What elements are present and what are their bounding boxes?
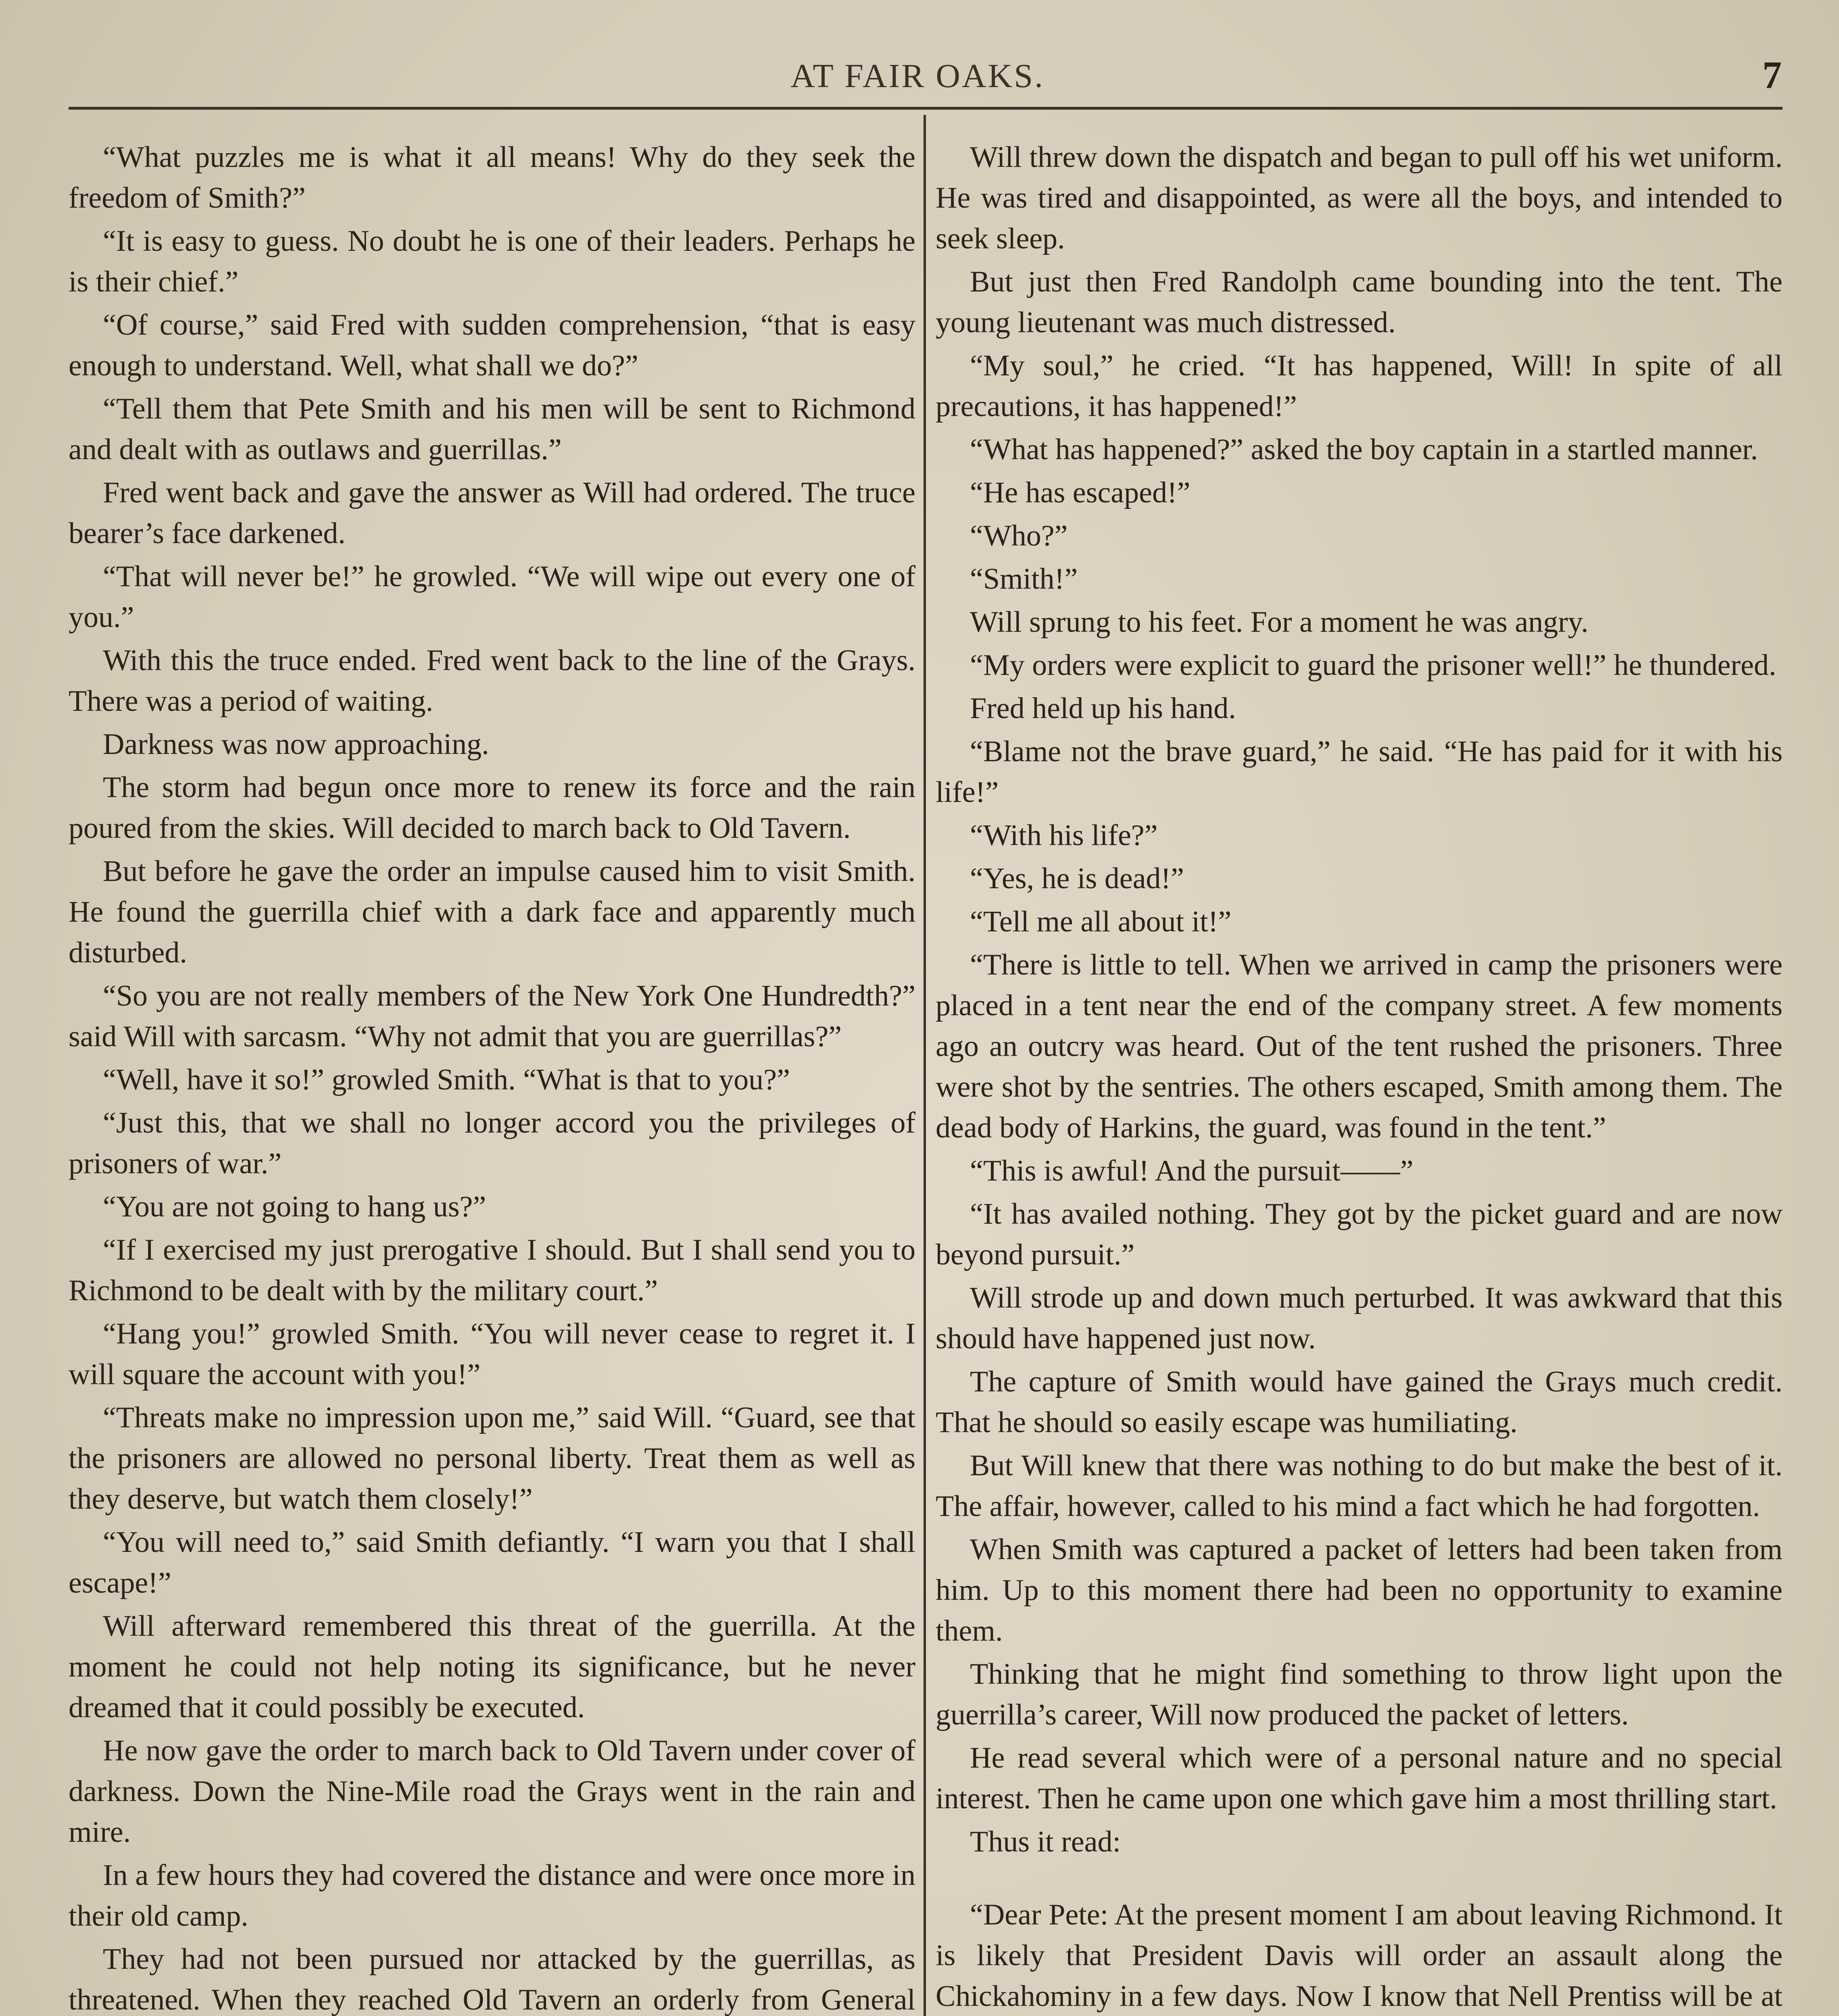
paragraph: Fred went back and gave the answer as Will had ordered. The truce bearer’s face darkened. <box>69 476 915 550</box>
paragraph: But Will knew that there was nothing to do but make the best of it. The affair, however, called to his mind a fact which he had forgotten. <box>936 1449 1783 1523</box>
paragraph: Will threw down the dispatch and began to pull off his wet uniform. He was tired and disappointed, as were all the boys, and intended to seek sleep. <box>936 141 1783 255</box>
paragraph: Thinking that he might find something to throw light upon the guerrilla’s career, Will now produced the packet of letters. <box>936 1658 1783 1731</box>
paragraph: Will strode up and down much perturbed. It was awkward that this should have happened just now. <box>936 1281 1783 1355</box>
right-column <box>936 137 1783 2016</box>
paragraph: “There is little to tell. When we arrived in camp the prisoners were placed in a tent near the end of the company street. A few moments ago an outcry was heard. Out of the tent rushed the prisoners. Three were shot by the sentries. The others escaped, Smith among them. The dead body of Harkins, the guard, was found in the tent.” <box>936 948 1783 1144</box>
paragraph: “My soul,” he cried. “It has happened, Will! In spite of all precautions, it has happened!” <box>936 349 1783 423</box>
paragraph: In a few hours they had covered the distance and were once more in their old camp. <box>69 1859 915 1933</box>
paragraph: “This is awful! And the pursuit——” <box>970 1154 1414 1187</box>
paragraph: “Tell them that Pete Smith and his men will be sent to Richmond and dealt with as outlaws and guerrillas.” <box>69 392 915 466</box>
paragraph: With this the truce ended. Fred went back to the line of the Grays. There was a period of waiting. <box>69 644 915 718</box>
paragraph: Darkness was now approaching. <box>103 728 489 761</box>
paragraph: “It is easy to guess. No doubt he is one of their leaders. Perhaps he is their chief.” <box>69 225 915 298</box>
paragraph: “Blame not the brave guard,” he said. “He has paid for it with his life!” <box>936 735 1783 809</box>
paragraph: “It has availed nothing. They got by the picket guard and are now beyond pursuit.” <box>936 1198 1783 1271</box>
paragraph: “Well, have it so!” growled Smith. “What is that to you?” <box>103 1063 790 1096</box>
page-header <box>0 48 1839 101</box>
paragraph: Thus it read: <box>970 1825 1121 1858</box>
paragraph: “My orders were explicit to guard the prisoner well!” he thundered. <box>970 649 1776 682</box>
paragraph: Will sprung to his feet. For a moment he was angry. <box>970 606 1589 639</box>
page-number: 7 <box>1762 53 1782 96</box>
header-rule <box>69 107 1783 110</box>
paragraph: “With his life?” <box>970 819 1158 852</box>
paragraph: The capture of Smith would have gained the Grays much credit. That he should so easily escape was humiliating. <box>936 1365 1783 1439</box>
paragraph: “If I exercised my just prerogative I should. But I shall send you to Richmond to be dealt with by the military court.” <box>69 1233 915 1307</box>
paragraph: He read several which were of a personal nature and no special interest. Then he came upon one which gave him a most thrilling start. <box>936 1741 1783 1815</box>
paragraph: “Yes, he is dead!” <box>970 862 1184 895</box>
paragraph: “What has happened?” asked the boy captain in a startled manner. <box>970 433 1758 466</box>
paragraph: The storm had begun once more to renew its force and the rain poured from the skies. Will decided to march back to Old Tavern. <box>69 771 915 845</box>
paragraph: Fred held up his hand. <box>970 692 1236 725</box>
paragraph: “What puzzles me is what it all means! Why do they seek the freedom of Smith?” <box>69 141 915 215</box>
paragraph: “He has escaped!” <box>970 476 1191 509</box>
left-column <box>69 137 915 2016</box>
paragraph: But just then Fred Randolph came bounding into the tent. The young lieutenant was much distressed. <box>936 265 1783 339</box>
paragraph: “You will need to,” said Smith defiantly. “I warn you that I shall escape!” <box>69 1526 915 1599</box>
paragraph: “Of course,” said Fred with sudden comprehension, “that is easy enough to understand. Well, what shall we do?” <box>69 308 915 382</box>
paragraph: “Threats make no impression upon me,” said Will. “Guard, see that the prisoners are allowed no personal liberty. Treat them as well as they deserve, but watch them closely!” <box>69 1401 915 1516</box>
paragraph: He now gave the order to march back to Old Tavern under cover of darkness. Down the Nine-Mile road the Grays went in the rain and mire. <box>69 1734 915 1849</box>
column-divider <box>924 115 926 2016</box>
paragraph: “You are not going to hang us?” <box>103 1190 486 1223</box>
paragraph: “Who?” <box>970 519 1068 552</box>
running-title: AT FAIR OAKS. <box>790 57 1045 95</box>
paragraph: They had not been pursued nor attacked by the guerrillas, as threatened. When they reached Old Tavern an orderly from General <box>69 1943 915 2016</box>
paragraph: “That will never be!” he growled. “We will wipe out every one of you.” <box>69 560 915 634</box>
paragraph: Will afterward remembered this threat of the guerrilla. At the moment he could not help noting its significance, but he never dreamed that it could possibly be executed. <box>69 1610 915 1724</box>
paragraph: But before he gave the order an impulse caused him to visit Smith. He found the guerrilla chief with a dark face and apparently much disturbed. <box>69 855 915 969</box>
paragraph: “Smith!” <box>970 562 1078 596</box>
paragraph: “So you are not really members of the New York One Hundredth?” said Will with sarcasm. “Why not admit that you are guerrillas?” <box>69 979 915 1053</box>
paragraph: “Tell me all about it!” <box>970 905 1232 938</box>
paragraph: “Just this, that we shall no longer accord you the privileges of prisoners of war.” <box>69 1106 915 1180</box>
letter-body: “Dear Pete: At the present moment I am about leaving Richmond. It is likely that President Davis will order an assault along the Chickahominy in a few days. Now I know that Nell Prentiss will be at <box>936 1898 1783 2013</box>
paragraph: “Hang you!” growled Smith. “You will never cease to regret it. I will square the account with you!” <box>69 1317 915 1391</box>
paragraph: When Smith was captured a packet of letters had been taken from him. Up to this moment there had been no opportunity to examine them. <box>936 1533 1783 1647</box>
